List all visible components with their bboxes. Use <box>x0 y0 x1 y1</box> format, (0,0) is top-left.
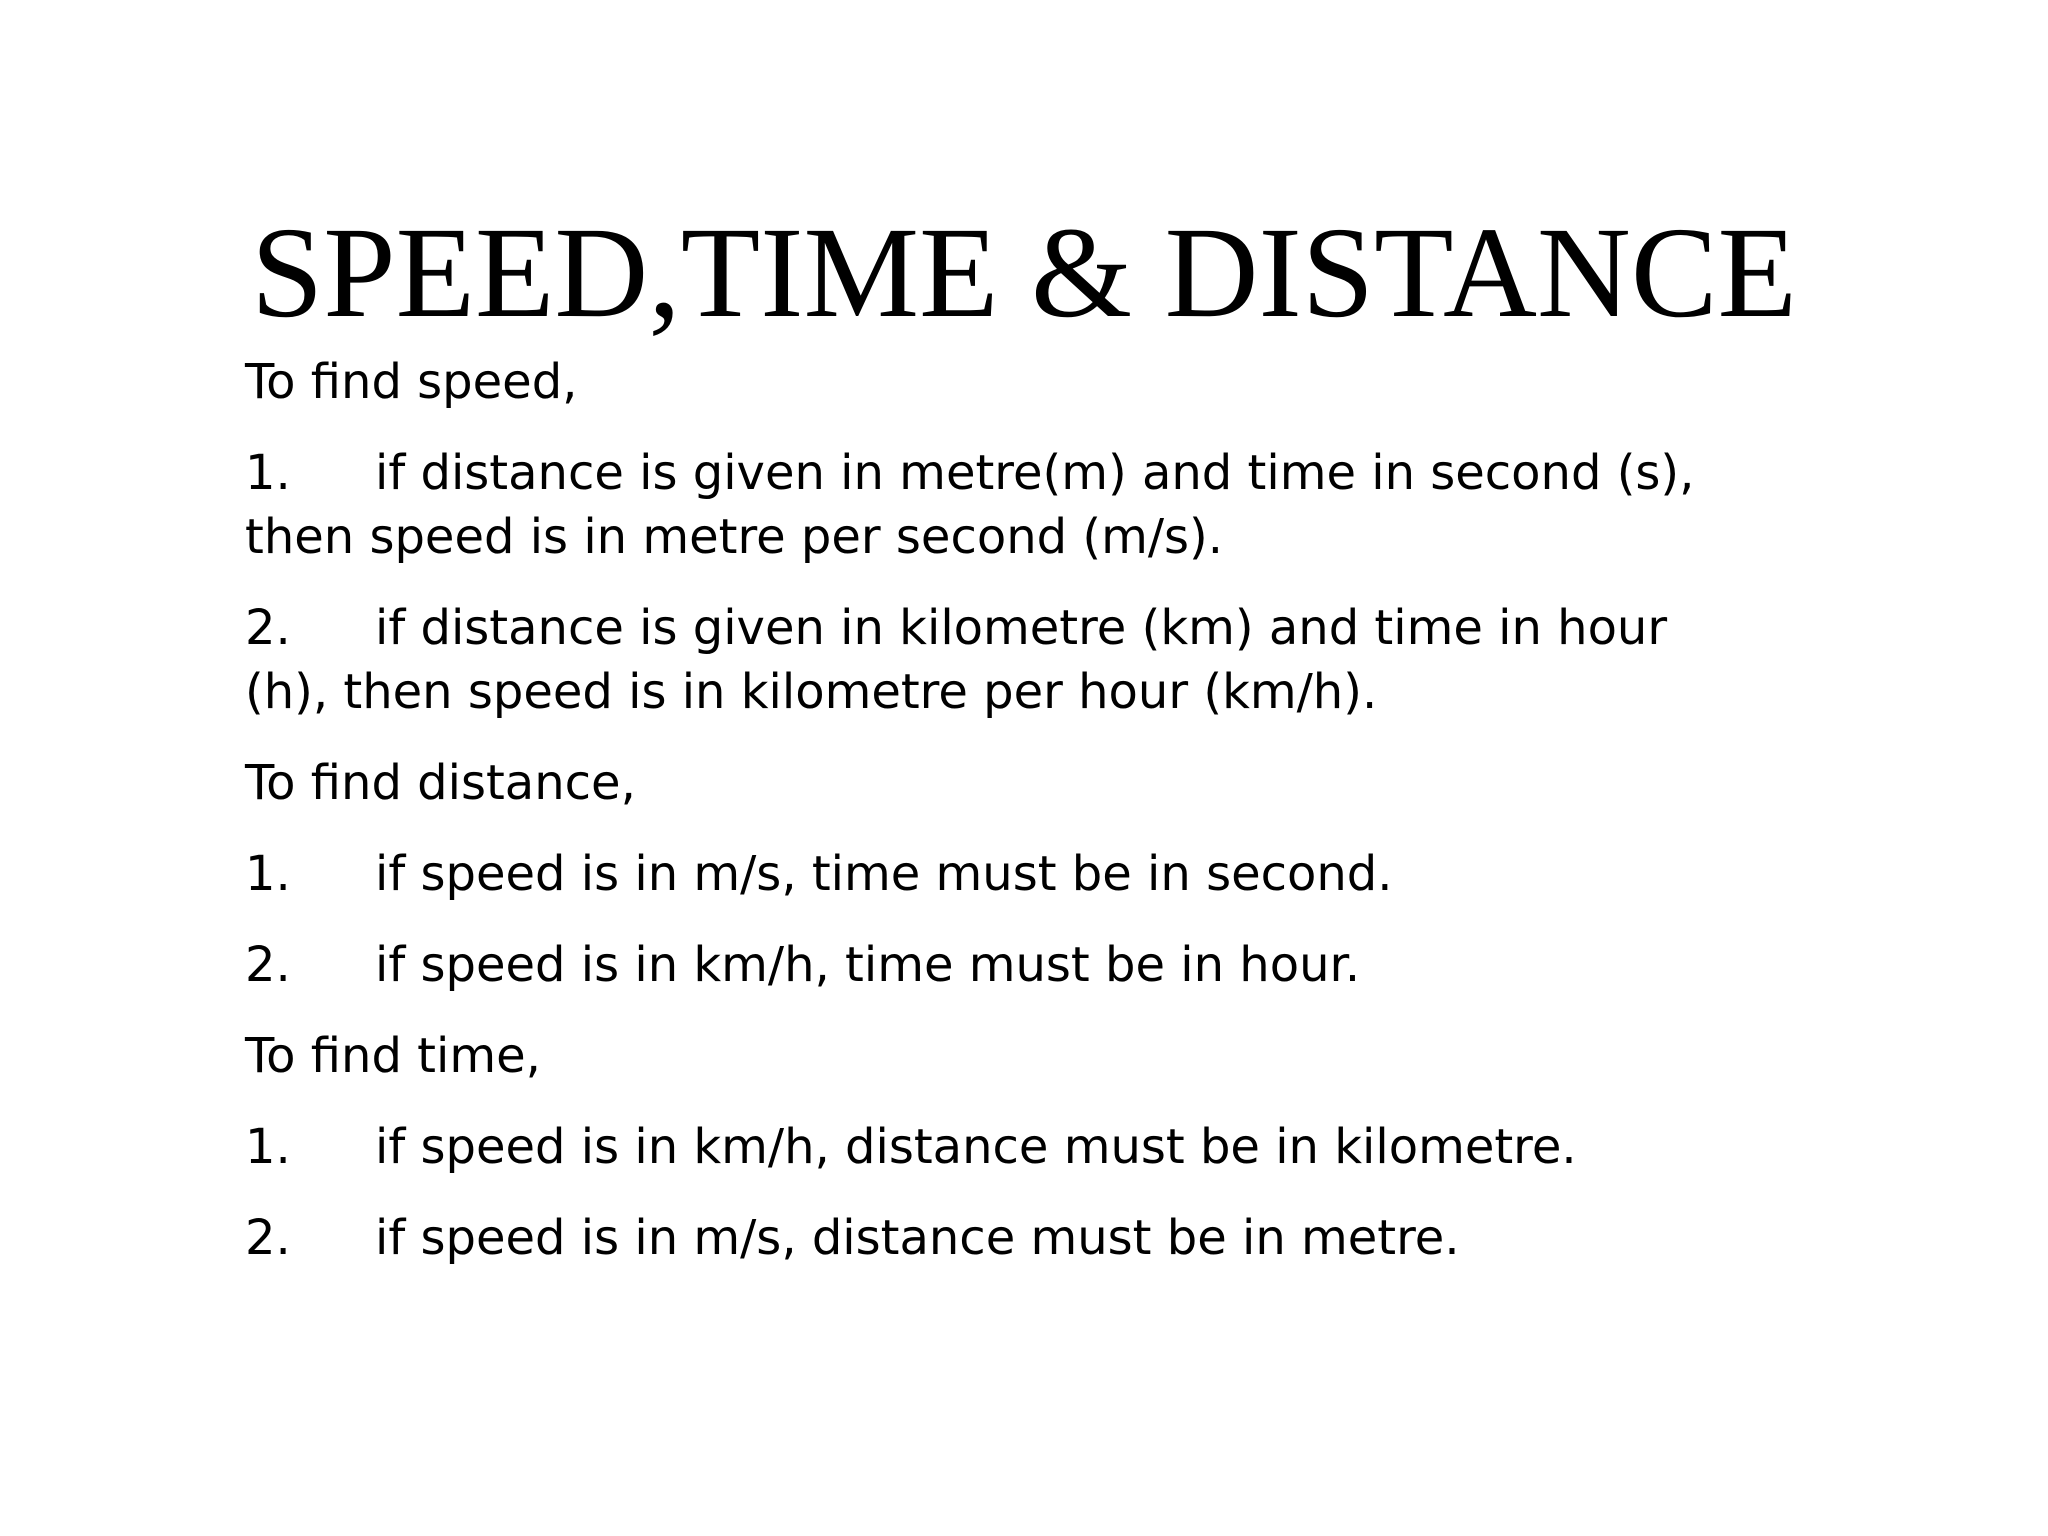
list-item-line <box>245 596 1845 660</box>
list-item-continuation: then speed is in metre per second (m/s). <box>245 509 1223 565</box>
section-heading-speed: To find speed, <box>245 354 578 410</box>
list-item-number: 1. <box>245 846 291 902</box>
list-item-text: if speed is in km/h, time must be in hour. <box>375 937 1361 993</box>
list-item-line <box>245 1206 1845 1270</box>
list-item <box>245 441 1845 569</box>
list-item <box>245 1115 1845 1179</box>
list-item-continuation: (h), then speed is in kilometre per hour (km/h). <box>245 664 1378 720</box>
list-item-text: if speed is in m/s, time must be in second. <box>375 846 1393 902</box>
slide-title: SPEED,TIME & DISTANCE <box>251 201 1797 345</box>
list-item-line <box>245 441 1845 505</box>
list-item-line <box>245 933 1845 997</box>
list-item-number: 1. <box>245 445 291 501</box>
list-item-number: 2. <box>245 1210 291 1266</box>
list-item <box>245 596 1845 724</box>
list-item-text: if distance is given in metre(m) and time in second (s), <box>375 445 1695 501</box>
list-item <box>245 842 1845 906</box>
list-item-line <box>245 1115 1845 1179</box>
list-item-text: if distance is given in kilometre (km) and time in hour <box>375 600 1668 656</box>
section-heading-distance: To find distance, <box>245 755 636 811</box>
list-item-number: 2. <box>245 600 291 656</box>
list-item-line <box>245 842 1845 906</box>
list-item <box>245 933 1845 997</box>
list-item-text: if speed is in m/s, distance must be in metre. <box>375 1210 1460 1266</box>
list-item-number: 1. <box>245 1119 291 1175</box>
list-item-number: 2. <box>245 937 291 993</box>
list-item-text: if speed is in km/h, distance must be in kilometre. <box>375 1119 1577 1175</box>
slide-content <box>245 350 1845 1297</box>
list-item <box>245 1206 1845 1270</box>
section-heading-time: To find time, <box>245 1028 541 1084</box>
